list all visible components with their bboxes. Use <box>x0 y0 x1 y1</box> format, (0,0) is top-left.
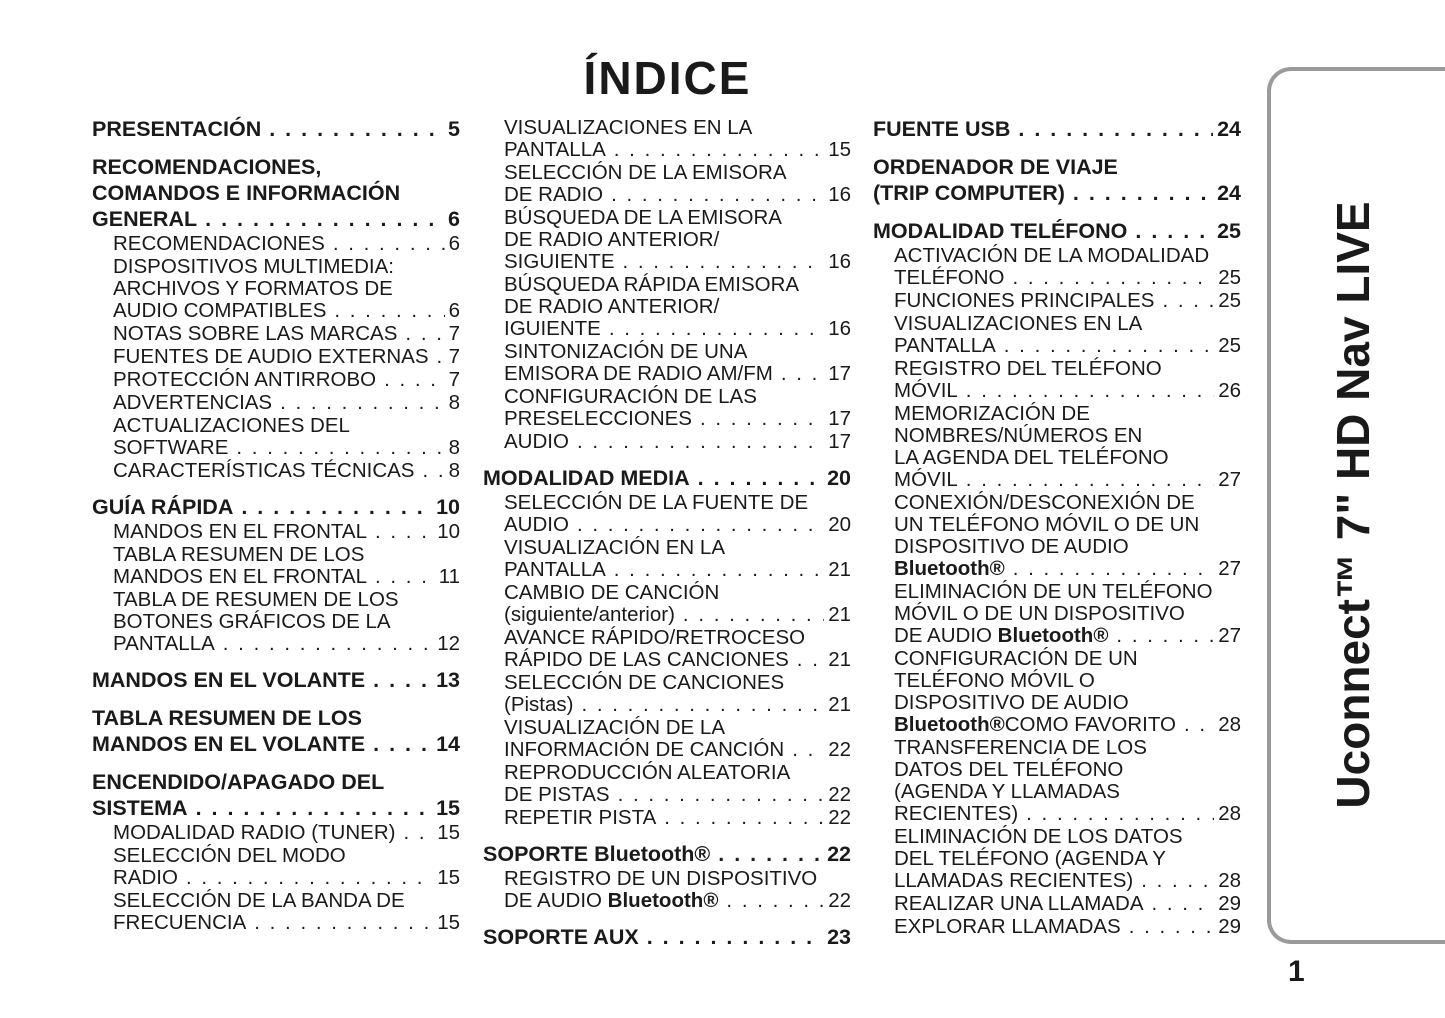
toc-entry-title: SELECCIÓN DE LA FUENTE DE <box>504 491 809 514</box>
toc-entry-title: DE RADIO ANTERIOR/ <box>504 228 720 251</box>
dot-leader <box>223 633 433 655</box>
toc-entry-title: EXPLORAR LLAMADAS <box>894 915 1121 938</box>
dot-leader <box>664 807 824 829</box>
toc-entry-title: SOPORTE Bluetooth® <box>483 842 711 866</box>
toc-page-number: 15 <box>828 138 851 161</box>
toc-entry-title: DISPOSITIVOS MULTIMEDIA: <box>113 255 394 278</box>
toc-entry-title: FUENTES DE AUDIO EXTERNAS <box>113 345 429 368</box>
toc-section[interactable] <box>873 154 1241 206</box>
toc-entry-title: ACTUALIZACIONES DEL <box>113 414 350 437</box>
toc-entry-title: REALIZAR UNA LLAMADA <box>894 892 1144 915</box>
toc-page-number: 16 <box>828 183 851 206</box>
toc-entry-title: CONFIGURACIÓN DE LAS <box>504 385 757 408</box>
toc-entry-title: NOMBRES/NÚMEROS EN <box>894 424 1143 447</box>
toc-section[interactable] <box>92 154 460 232</box>
dot-leader <box>384 369 444 391</box>
toc-subsection[interactable] <box>483 492 851 536</box>
toc-page-number: 6 <box>448 207 460 231</box>
toc-page-number: 7 <box>448 368 460 391</box>
toc-subsection[interactable] <box>873 916 1241 938</box>
toc-entry-title: VISUALIZACIÓN EN LA <box>504 536 726 559</box>
dot-leader <box>375 566 435 588</box>
toc-entry-title: SELECCIÓN DE LA EMISORA <box>504 161 787 184</box>
toc-page-number: 8 <box>448 391 460 414</box>
toc-entry-title: SELECCIÓN DE LA BANDA DE <box>113 889 405 912</box>
toc-entry-title: DE AUDIO Bluetooth® <box>504 889 719 912</box>
dot-leader <box>422 460 444 482</box>
dot-leader <box>611 184 824 206</box>
toc-page-number: 23 <box>827 925 851 949</box>
toc-entry-title: PRESELECCIONES <box>504 407 692 430</box>
toc-subsection[interactable] <box>92 890 460 934</box>
toc-subsection[interactable] <box>483 672 851 716</box>
toc-entry-title: REGISTRO DEL TELÉFONO <box>894 357 1162 380</box>
toc-entry-title: EMISORA DE RADIO AM/FM <box>504 362 773 385</box>
dot-leader <box>1004 335 1214 357</box>
dot-leader <box>1141 870 1214 892</box>
toc-entry-title: AUDIO <box>504 513 569 536</box>
toc-section[interactable] <box>873 218 1241 244</box>
toc-page-number: 29 <box>1218 892 1241 915</box>
toc-subsection[interactable] <box>483 117 851 161</box>
toc-section[interactable] <box>92 494 460 520</box>
toc-page-number: 16 <box>828 250 851 273</box>
toc-entry-title: (AGENDA Y LLAMADAS <box>894 780 1120 803</box>
toc-subsection[interactable] <box>873 492 1241 580</box>
toc-entry-title: COMANDOS E INFORMACIÓN <box>92 181 401 205</box>
toc-subsection[interactable] <box>873 313 1241 357</box>
toc-entry-title: SINTONIZACIÓN DE UNA <box>504 340 748 363</box>
toc-subsection[interactable] <box>92 346 460 368</box>
toc-entry-title: RECOMENDACIONES, <box>92 155 322 179</box>
toc-subsection[interactable] <box>483 762 851 806</box>
dot-leader <box>254 912 433 934</box>
toc-entry-title: GENERAL <box>92 207 198 231</box>
dot-leader <box>405 323 444 345</box>
toc-page-number: 17 <box>828 430 851 453</box>
dot-leader <box>797 649 824 671</box>
toc-entry-title: BÚSQUEDA RÁPIDA EMISORA <box>504 273 800 296</box>
dot-leader <box>614 139 824 161</box>
toc-subsection[interactable] <box>92 415 460 459</box>
toc-subsection[interactable] <box>92 845 460 889</box>
toc-entry-title: ELIMINACIÓN DE UN TELÉFONO <box>894 580 1213 603</box>
toc-subsection[interactable] <box>92 323 460 345</box>
toc-entry-title: MANDOS EN EL VOLANTE <box>92 668 366 692</box>
dot-leader <box>241 494 432 520</box>
dot-leader <box>334 300 444 322</box>
toc-subsection[interactable] <box>873 737 1241 825</box>
toc-subsection[interactable] <box>483 717 851 761</box>
toc-entry-title: ADVERTENCIAS <box>113 391 273 414</box>
toc-entry-title: DE PISTAS <box>504 783 610 806</box>
toc-entry-title: ELIMINACIÓN DE LOS DATOS <box>894 825 1183 848</box>
bluetooth-label: Bluetooth® <box>997 624 1109 647</box>
toc-entry-title <box>894 558 1005 580</box>
toc-entry-title: PANTALLA <box>504 138 606 161</box>
toc-page-number: 7 <box>448 345 460 368</box>
toc-page-number: 26 <box>1218 379 1241 402</box>
toc-entry-title: SIGUIENTE <box>504 250 615 273</box>
dot-leader <box>726 890 824 912</box>
toc-entry-title: RADIO <box>113 866 178 889</box>
toc-page-number: 25 <box>1217 219 1241 243</box>
toc-entry-title: MEMORIZACIÓN DE <box>894 402 1090 425</box>
toc-page-number: 27 <box>1218 557 1241 580</box>
toc-entry-title: SELECCIÓN DE CANCIONES <box>504 671 785 694</box>
dot-leader <box>698 465 823 491</box>
toc-entry-title: MÓVIL <box>894 468 958 491</box>
toc-section[interactable] <box>873 116 1241 142</box>
toc-page-number: 20 <box>828 513 851 536</box>
dot-leader <box>1129 916 1214 938</box>
toc-page-number: 15 <box>437 821 460 844</box>
toc-entry-title: MÓVIL O DE UN DISPOSITIVO <box>894 602 1185 625</box>
toc-entry-title: LA AGENDA DEL TELÉFONO <box>894 446 1169 469</box>
toc-page-number: 12 <box>437 632 460 655</box>
toc-subsection[interactable] <box>483 868 851 912</box>
dot-leader <box>373 731 432 757</box>
toc-entry-title: (Pistas) <box>504 693 574 716</box>
toc-subsection[interactable] <box>483 537 851 581</box>
dot-leader <box>618 784 825 806</box>
toc-page-number: 6 <box>448 299 460 322</box>
dot-leader <box>1013 267 1215 289</box>
toc-entry-title: PANTALLA <box>894 334 996 357</box>
toc-page-number: 24 <box>1217 117 1241 141</box>
toc-entry-title: FRECUENCIA <box>113 911 247 934</box>
toc-subsection[interactable] <box>92 392 460 414</box>
dot-leader <box>1073 180 1213 206</box>
toc-entry-title: AUDIO <box>504 430 569 453</box>
toc-page-number: 14 <box>436 732 460 756</box>
toc-entry-title: BOTONES GRÁFICOS DE LA <box>113 610 391 633</box>
toc-entry-title: ARCHIVOS Y FORMATOS DE <box>113 277 393 300</box>
dot-leader <box>683 604 824 626</box>
toc-entry-title: PANTALLA <box>113 632 215 655</box>
toc-page-number: 22 <box>828 783 851 806</box>
bluetooth-label: Bluetooth® <box>894 557 1005 580</box>
toc-page-number: 22 <box>828 889 851 912</box>
toc-entry-title: INFORMACIÓN DE CANCIÓN <box>504 738 785 761</box>
toc-page-number: 8 <box>448 436 460 459</box>
dot-leader <box>623 251 825 273</box>
dot-leader <box>437 346 445 368</box>
toc-entry-title: RÁPIDO DE LAS CANCIONES <box>504 648 789 671</box>
dot-leader <box>1184 714 1214 736</box>
toc-entry-title: FUENTE USB <box>873 117 1011 141</box>
dot-leader <box>792 739 824 761</box>
toc-section[interactable] <box>483 841 851 867</box>
toc-subsection[interactable] <box>92 589 460 655</box>
toc-section[interactable] <box>483 924 851 950</box>
toc-subsection[interactable] <box>483 627 851 671</box>
toc-entry-title: MODALIDAD MEDIA <box>483 466 690 490</box>
toc-entry-title: AVANCE RÁPIDO/RETROCESO <box>504 626 806 649</box>
toc-subsection[interactable] <box>92 256 460 322</box>
sidebar-title: Uconnect™ 7" HD Nav LIVE <box>1327 201 1379 809</box>
toc-entry-title: DE AUDIO Bluetooth® <box>894 624 1109 647</box>
toc-column-2 <box>483 116 851 950</box>
toc-section[interactable] <box>92 116 460 142</box>
toc-entry-title: TRANSFERENCIA DE LOS <box>894 736 1147 759</box>
toc-subsection[interactable] <box>92 369 460 391</box>
toc-entry-title: MODALIDAD RADIO (TUNER) <box>113 821 396 844</box>
toc-page-number: 7 <box>448 322 460 345</box>
toc-entry-title: AUDIO COMPATIBLES <box>113 299 327 322</box>
toc-entry-title: SELECCIÓN DEL MODO <box>113 844 346 867</box>
toc-entry-title: MODALIDAD TELÉFONO <box>873 219 1128 243</box>
toc-section[interactable] <box>92 667 460 693</box>
toc-page-number: 27 <box>1218 624 1241 647</box>
toc-entry-title: MÓVIL <box>894 379 958 402</box>
toc-page-number: 21 <box>828 693 851 716</box>
toc-subsection[interactable] <box>873 403 1241 491</box>
toc-entry-title: TELÉFONO <box>894 266 1005 289</box>
toc-page-number: 25 <box>1218 334 1241 357</box>
toc-entry-title: DISPOSITIVO DE AUDIO <box>894 535 1129 558</box>
toc-entry-title: DE RADIO <box>504 183 604 206</box>
toc-entry-title: RECIENTES) <box>894 802 1019 825</box>
toc-page-number: 28 <box>1218 713 1241 736</box>
toc-page-number: 13 <box>436 668 460 692</box>
dot-leader <box>966 380 1214 402</box>
toc-entry-title: DISPOSITIVO DE AUDIO <box>894 691 1129 714</box>
toc-entry-title: CONFIGURACIÓN DE UN <box>894 647 1138 670</box>
page-number: 1 <box>1288 955 1305 988</box>
toc-entry-title: REPRODUCCIÓN ALEATORIA <box>504 761 791 784</box>
toc-page-number: 27 <box>1218 468 1241 491</box>
toc-subsection[interactable] <box>483 162 851 206</box>
toc-subsection[interactable] <box>92 521 460 543</box>
toc-column-1 <box>92 116 460 934</box>
dot-leader <box>577 514 824 536</box>
toc-page-number: 25 <box>1218 289 1241 312</box>
toc-entry-title: PROTECCIÓN ANTIRROBO <box>113 368 377 391</box>
toc-page-number: 28 <box>1218 869 1241 892</box>
bluetooth-label: Bluetooth® <box>607 889 719 912</box>
toc-subsection[interactable] <box>873 581 1241 647</box>
toc-subsection[interactable] <box>483 431 851 453</box>
toc-page-number: 10 <box>437 520 460 543</box>
dot-leader <box>1026 803 1214 825</box>
toc-page-number: 16 <box>828 317 851 340</box>
toc-entry-title: Bluetooth®COMO FAVORITO <box>894 713 1176 736</box>
dot-leader <box>236 437 444 459</box>
toc-page-number: 25 <box>1218 266 1241 289</box>
toc-page-number: 5 <box>448 117 460 141</box>
bluetooth-label: Bluetooth® <box>894 713 1005 736</box>
toc-page-number: 11 <box>438 565 460 588</box>
toc-entry-title: (siguiente/anterior) <box>504 603 675 626</box>
dot-leader <box>700 408 824 430</box>
toc-entry-title: SISTEMA <box>92 796 188 820</box>
toc-subsection[interactable] <box>92 822 460 844</box>
dot-leader <box>205 206 444 232</box>
dot-leader <box>781 363 824 385</box>
dot-leader <box>1152 893 1215 915</box>
dot-leader <box>1135 218 1213 244</box>
toc-entry-title: REPETIR PISTA <box>504 806 657 829</box>
toc-entry-title: MANDOS EN EL FRONTAL <box>113 565 368 588</box>
toc-page-number: 20 <box>827 466 851 490</box>
toc-entry-title: ORDENADOR DE VIAJE <box>873 155 1118 179</box>
toc-entry-title: VISUALIZACIÓN DE LA <box>504 716 726 739</box>
toc-entry-title: SOFTWARE <box>113 436 229 459</box>
dot-leader <box>280 392 444 414</box>
page-title: ÍNDICE <box>583 52 752 104</box>
toc-section[interactable] <box>92 769 460 821</box>
dot-leader <box>196 795 433 821</box>
dot-leader <box>186 867 433 889</box>
toc-entry-title: UN TELÉFONO MÓVIL O DE UN <box>894 513 1200 536</box>
toc-page-number: 29 <box>1218 915 1241 938</box>
toc-section[interactable] <box>483 465 851 491</box>
dot-leader <box>1116 625 1214 647</box>
dot-leader <box>1018 116 1213 142</box>
dot-leader <box>373 667 432 693</box>
toc-entry-title: TABLA DE RESUMEN DE LOS <box>113 588 399 611</box>
dot-leader <box>577 431 824 453</box>
toc-page-number: 15 <box>436 796 460 820</box>
toc-entry-title: BÚSQUEDA DE LA EMISORA <box>504 206 782 229</box>
dot-leader <box>403 822 433 844</box>
toc-entry-title: CONEXIÓN/DESCONEXIÓN DE <box>894 491 1195 514</box>
toc-subsection[interactable] <box>92 544 460 588</box>
toc-page-number: 28 <box>1218 802 1241 825</box>
toc-entry-title: GUÍA RÁPIDA <box>92 495 234 519</box>
toc-entry-title: REGISTRO DE UN DISPOSITIVO <box>504 867 818 890</box>
toc-subsection[interactable] <box>92 233 460 255</box>
dot-leader <box>333 233 445 255</box>
toc-page-number: 21 <box>828 558 851 581</box>
toc-entry-title: RECOMENDACIONES <box>113 232 325 255</box>
toc-page-number: 22 <box>828 738 851 761</box>
toc-subsection[interactable] <box>873 648 1241 736</box>
toc-entry-title: (TRIP COMPUTER) <box>873 181 1065 205</box>
toc-entry-title: FUNCIONES PRINCIPALES <box>894 289 1155 312</box>
toc-entry-title: LLAMADAS RECIENTES) <box>894 869 1134 892</box>
dot-leader <box>609 318 824 340</box>
toc-entry-title: DEL TELÉFONO (AGENDA Y <box>894 847 1166 870</box>
toc-page-number: 22 <box>828 806 851 829</box>
toc-page-number: 8 <box>448 459 460 482</box>
toc-subsection[interactable] <box>483 582 851 626</box>
toc-column-3 <box>873 116 1241 938</box>
toc-entry-title: ACTIVACIÓN DE LA MODALIDAD <box>894 244 1210 267</box>
dot-leader <box>614 559 824 581</box>
toc-subsection[interactable] <box>873 290 1241 312</box>
dot-leader <box>375 521 433 543</box>
toc-entry-title: VISUALIZACIONES EN LA <box>504 116 753 139</box>
dot-leader <box>966 469 1214 491</box>
toc-entry-title: ENCENDIDO/APAGADO DEL <box>92 770 385 794</box>
toc-entry-title: VISUALIZACIONES EN LA <box>894 312 1143 335</box>
toc-entry-title: TELÉFONO MÓVIL O <box>894 669 1095 692</box>
dot-leader <box>647 924 823 950</box>
toc-entry-title: MANDOS EN EL FRONTAL <box>113 520 368 543</box>
toc-entry-title: CAMBIO DE CANCIÓN <box>504 581 720 604</box>
toc-subsection[interactable] <box>92 460 460 482</box>
toc-entry-title: PANTALLA <box>504 558 606 581</box>
toc-page-number: 10 <box>436 495 460 519</box>
toc-page-number: 6 <box>448 232 460 255</box>
toc-subsection[interactable] <box>873 358 1241 402</box>
dot-leader <box>269 116 444 142</box>
toc-entry-title: MANDOS EN EL VOLANTE <box>92 732 366 756</box>
toc-subsection[interactable] <box>483 207 851 273</box>
toc-subsection[interactable] <box>483 807 851 829</box>
dot-leader <box>1013 558 1214 580</box>
toc-subsection[interactable] <box>873 245 1241 289</box>
toc-page-number: 24 <box>1217 181 1241 205</box>
toc-entry-title: DATOS DEL TELÉFONO <box>894 758 1124 781</box>
toc-section[interactable] <box>92 705 460 757</box>
toc-entry-title: TABLA RESUMEN DE LOS <box>92 706 362 730</box>
toc-subsection[interactable] <box>483 386 851 430</box>
toc-entry-title: CARACTERÍSTICAS TÉCNICAS <box>113 459 415 482</box>
toc-page-number: 15 <box>437 866 460 889</box>
dot-leader <box>1162 290 1214 312</box>
toc-entry-title: IGUIENTE <box>504 317 601 340</box>
toc-page-number: 17 <box>828 362 851 385</box>
toc-entry-title: PRESENTACIÓN <box>92 117 262 141</box>
dot-leader <box>581 694 824 716</box>
toc-subsection[interactable] <box>873 893 1241 915</box>
toc-subsection[interactable] <box>483 341 851 385</box>
toc-page-number: 22 <box>827 842 851 866</box>
toc-subsection[interactable] <box>483 274 851 340</box>
toc-entry-title: TABLA RESUMEN DE LOS <box>113 543 365 566</box>
toc-page-number: 21 <box>828 603 851 626</box>
toc-page-number: 15 <box>437 911 460 934</box>
toc-entry-title: SOPORTE AUX <box>483 925 639 949</box>
toc-entry-title: NOTAS SOBRE LAS MARCAS <box>113 322 398 345</box>
toc-entry-title: DE RADIO ANTERIOR/ <box>504 295 720 318</box>
dot-leader <box>718 841 823 867</box>
toc-page-number: 17 <box>828 407 851 430</box>
toc-subsection[interactable] <box>873 826 1241 892</box>
toc-page-number: 21 <box>828 648 851 671</box>
